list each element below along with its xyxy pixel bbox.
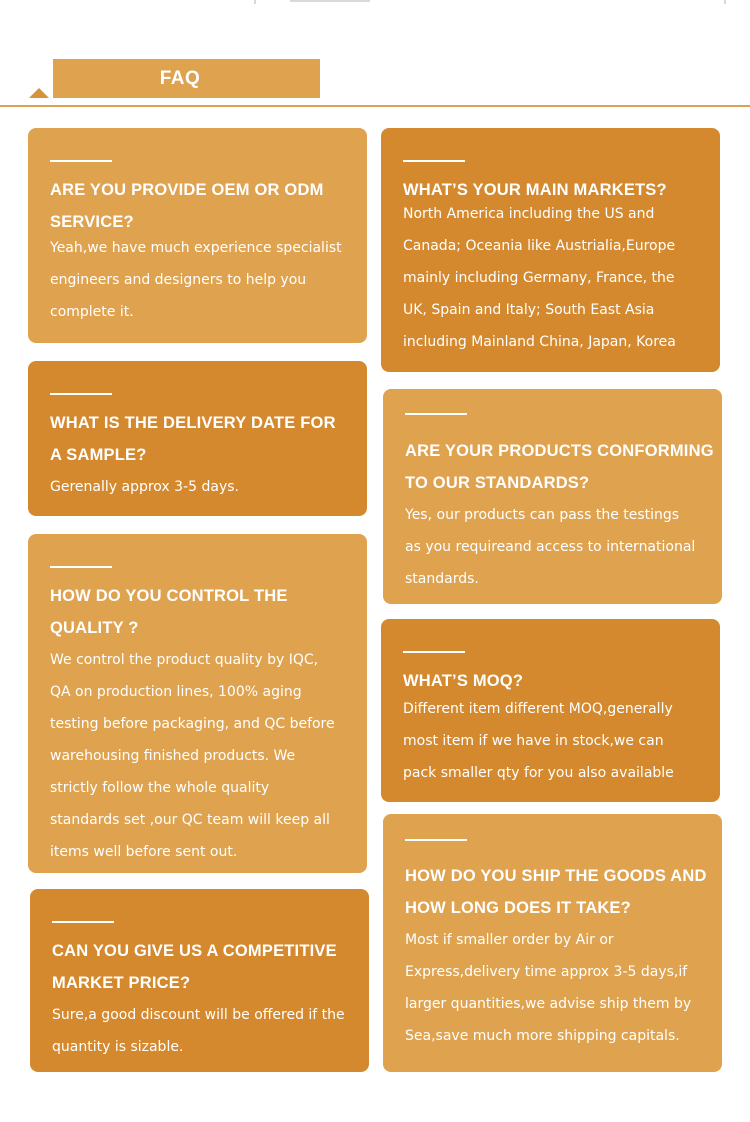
faq-question: CAN YOU GIVE US A COMPETITIVE MARKET PRICE? <box>52 942 337 992</box>
card-accent-rule <box>50 566 112 568</box>
card-accent-rule <box>405 413 467 415</box>
faq-question: ARE YOUR PRODUCTS CONFORMING TO OUR STANDARDS? <box>405 442 714 492</box>
faq-answer: We control the product quality by IQC, QA on production lines, 100% aging testing before packaging, and QC before warehousing finished products. We strictly follow the whole quality standards set ,our QC team will keep all items well before sent out. <box>50 652 335 860</box>
faq-card-oem-odm <box>28 128 367 343</box>
card-accent-rule <box>52 921 114 923</box>
faq-answer: Sure,a good discount will be offered if the quantity is sizable. <box>52 1007 345 1055</box>
faq-question: WHAT’S YOUR MAIN MARKETS? <box>403 181 667 199</box>
faq-card-main-markets <box>381 128 720 372</box>
faq-question: HOW DO YOU SHIP THE GOODS AND HOW LONG DOES IT TAKE? <box>405 867 707 917</box>
faq-card-standards <box>383 389 722 604</box>
faq-card-moq <box>381 619 720 802</box>
card-accent-rule <box>403 651 465 653</box>
card-accent-rule <box>403 160 465 162</box>
faq-answer: Yes, our products can pass the testings as you requireand access to international standards. <box>405 507 696 587</box>
faq-question: WHAT’S MOQ? <box>403 672 524 690</box>
card-accent-rule <box>50 160 112 162</box>
faq-question: HOW DO YOU CONTROL THE QUALITY ? <box>50 587 288 637</box>
faq-title-banner <box>53 59 320 98</box>
faq-card-shipping <box>383 814 722 1072</box>
faq-answer: Different item different MOQ,generally most item if we have in stock,we can pack smaller qty for you also available <box>403 701 674 781</box>
faq-answer: Gerenally approx 3-5 days. <box>50 479 239 495</box>
faq-card-quality-control <box>28 534 367 873</box>
faq-card-market-price <box>30 889 369 1072</box>
faq-answer: Yeah,we have much experience specialist engineers and designers to help you complete it. <box>50 240 342 320</box>
top-crop-marks <box>0 0 750 6</box>
faq-question: ARE YOU PROVIDE OEM OR ODM SERVICE? <box>50 181 324 231</box>
faq-question: WHAT IS THE DELIVERY DATE FOR A SAMPLE? <box>50 414 336 464</box>
triangle-marker-icon <box>29 88 49 98</box>
faq-card-delivery-date <box>28 361 367 516</box>
card-accent-rule <box>50 393 112 395</box>
header-divider <box>0 105 750 107</box>
card-accent-rule <box>405 839 467 841</box>
page-title: FAQ <box>159 67 201 89</box>
faq-answer: North America including the US and Canada; Oceania like Austrialia,Europe mainly including Germany, France, the UK, Spain and Italy; South East Asia including Mainland China, Japan, Korea <box>403 206 676 350</box>
faq-answer: Most if smaller order by Air or Express,delivery time approx 3-5 days,if larger quantities,we advise ship them by Sea,save much more shipping capitals. <box>405 932 692 1044</box>
